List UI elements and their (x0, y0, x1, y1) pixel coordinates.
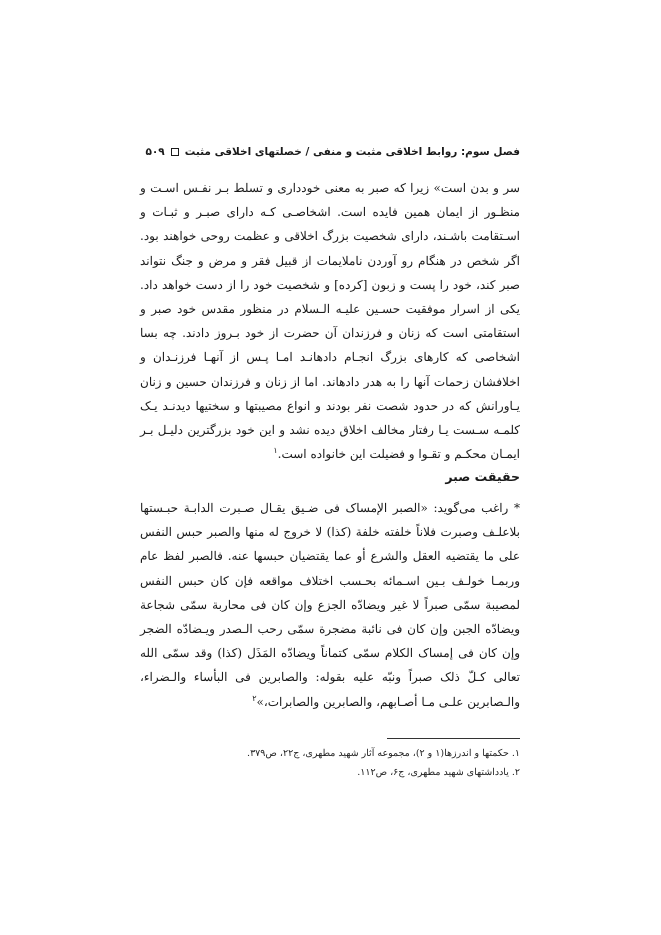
section-paragraph-block (140, 496, 520, 714)
square-bullet-icon (171, 148, 179, 156)
footnote-marker-2: ۲ (252, 693, 257, 703)
body-paragraph (140, 176, 520, 466)
footnote-divider (387, 738, 520, 739)
footnote-1: ۱. حکمتها و اندرزها(۱ و ۲)، مجموعه آثار شهید مطهری، ج۲۲، ص۳۷۹. (247, 748, 520, 759)
page-number: ۵۰۹ (145, 146, 165, 158)
footnotes (140, 744, 520, 782)
section-heading: حقیقت صبر (445, 469, 520, 484)
section-paragraph (140, 496, 520, 714)
running-header (141, 146, 520, 158)
footnote-marker-1: ۱ (273, 446, 278, 456)
section-paragraph-text: * راغب می‌گوید: «الصبر الإمساک فی ضـیق یقـال صـبرت الدابـة حبـستها بلاعلـف وصبرت فلاناً خلفته خلفة (کذا) لا خروج له منها والصبر حبس النفس علی ما یقتضیه العقل والشرع أو عما یقتضیان حبسها عنه. فالصبر لفظ عام وربمـا خولـف بـین اسـمائه بحـسب اختلاف مواقعه فإن کان حبس النفس لمصیبة سمّی صبراً لا غیر ویضادّه الجزع وإن کان فی محاربة سمّی شجاعة ویضادّه الجبن وإن کان فی نائبة مضجرة سمّی رحب الـصدر ویـضادّه الضجر وإن کان فی إمساک الکلام سمّی کتماناً ویضادّه المَذَل (کذا) وقد سمّی الله تعالی کـلّ ذلک صبراً ونبّه علیه بقوله: والصابرین فی البأساء والـضراء، والـصابرین علـی مـا أصـابهم، والصابرین والصابرات،» (140, 501, 520, 709)
footnote-2: ۲. یادداشتهای شهید مطهری، ج۶، ص۱۱۲. (357, 767, 520, 778)
chapter-title: فصل سوم: روابط اخلاقی مثبت و منفی / خصلتهای اخلاقی مثبت (184, 146, 520, 158)
body-paragraph-text: سر و بدن است» زیرا که صبر به معنی خودداری و تسلط بـر نفـس اسـت و منظـور از ایمان همین فایده است. اشخاصـی کـه دارای صبـر و ثبـات و اسـتقامت باشـند، دارای شخصیت بزرگ اخلاقی و عظمت روحی خواهند بود. اگر شخص در هنگام رو آوردن ناملایمات از قبیل فقر و مرض و جنگ نتواند صبر کند، خود را پست و زبون [کرده] و شخصیت خود را از دست خواهد داد. یکی از اسرار موفقیت حسـین علیـه الـسلام در منظور مقدس خود صبر و استقامتی است که زنان و فرزندان آن حضرت از خود بـروز دادند. چه بسا اشخاصی که کارهای بزرگ انجـام دادهانـد امـا پـس از آنهـا فرزنـدان و اخلافشان زحمات آنها را به هدر دادهاند. اما از زنان و فرزندان حسین و زنان یـاورانش که در حدود شصت نفر بودند و انواع مصیبتها و سختیها دیدنـد یـک کلمـه سـست یـا رفتار مخالف اخلاق دیده نشد و این خود بزرگترین دلیـل بـر ایمـان محکـم و تقـوا و فضیلت این خانواده است. (140, 181, 521, 462)
body-paragraph-block (140, 176, 520, 466)
